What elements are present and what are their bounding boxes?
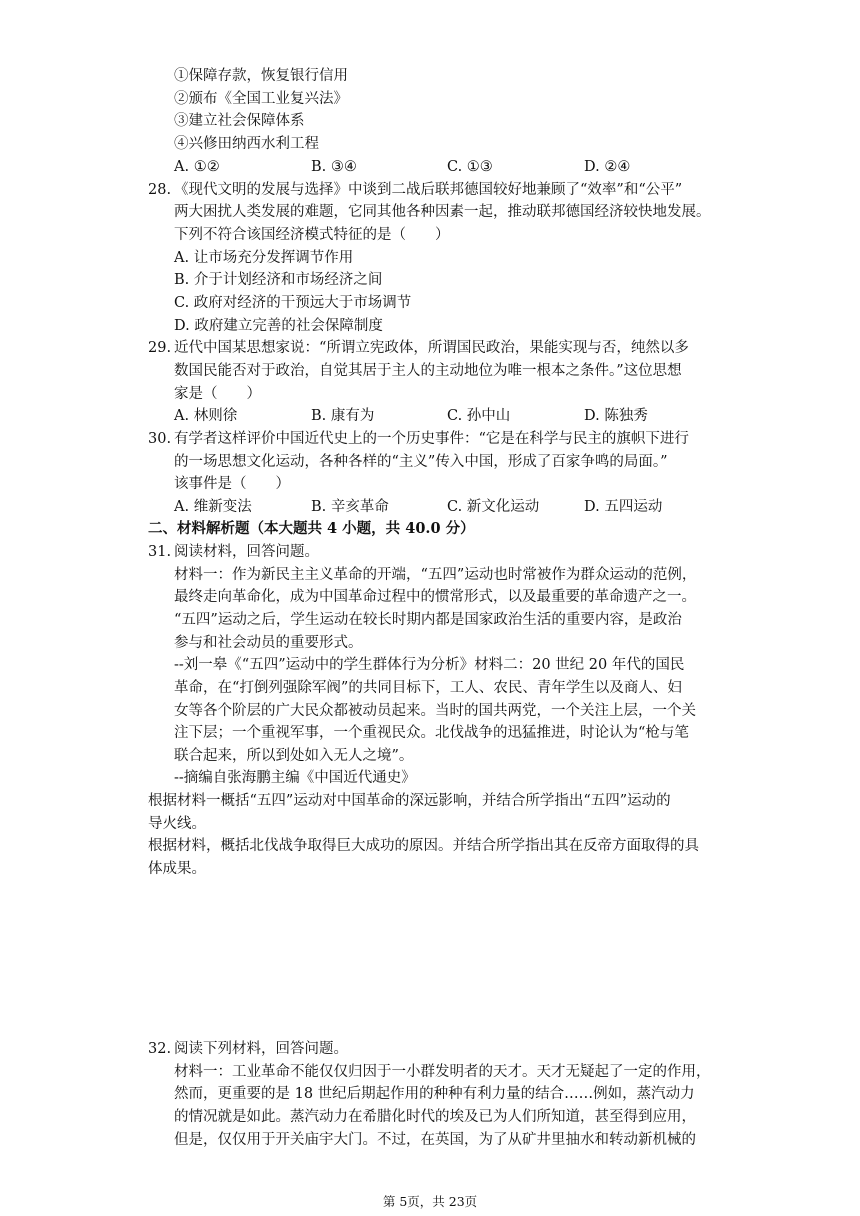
q32-number: 32. [148, 1041, 172, 1057]
q30-option-a: A. 维新变法 [174, 499, 252, 515]
q27-item-3: ③建立社会保障体系 [174, 113, 305, 129]
q30-number: 30. [148, 431, 172, 447]
q30-option-c: C. 新文化运动 [447, 499, 540, 515]
q27-item-2: ②颁布《全国工业复兴法》 [174, 91, 348, 107]
q29-number: 29. [148, 340, 172, 356]
q31-line-5: 参与和社会动员的重要形式。 [174, 635, 363, 651]
q32-line-5: 但是，仅仅用于开关庙宇大门。不过，在英国，为了从矿井里抽水和转动新机械的 [174, 1132, 696, 1148]
q31-line-9: 注下层；一个重视军事，一个重视民众。北伐战争的迅猛推进，时论认为“枪与笔 [174, 725, 689, 741]
q31-line-1: 阅读材料，回答问题。 [174, 544, 319, 560]
q28-stem-line-1: 《现代文明的发展与选择》中谈到二战后联邦德国较好地兼顾了“效率”和“公平” [174, 182, 683, 198]
q32-line-2: 材料一：工业革命不能仅仅归因于一小群发明者的天才。天才无疑起了一定的作用， [174, 1064, 711, 1080]
q31-line-10: 联合起来，所以到处如入无人之境”。 [174, 748, 414, 764]
q28-stem-line-3: 下列不符合该国经济模式特征的是（ ） [174, 227, 450, 243]
q30-stem-line-3: 该事件是（ ） [174, 476, 290, 492]
q27-option-d: D. ②④ [584, 159, 631, 175]
q30-stem-line-1: 有学者这样评价中国近代史上的一个历史事件：“它是在科学与民主的旗帜下进行 [174, 431, 689, 447]
q27-item-1: ①保障存款，恢复银行信用 [174, 68, 348, 84]
q31-question-2-line-1: 根据材料，概括北伐战争取得巨大成功的原因。并结合所学指出其在反帝方面取得的具 [148, 838, 699, 854]
q31-question-2-line-2: 体成果。 [148, 861, 206, 877]
q31-line-2: 材料一：作为新民主主义革命的开端，“五四”运动也时常被作为群众运动的范例， [174, 567, 697, 583]
q30-option-b: B. 辛亥革命 [311, 499, 389, 515]
section-heading: 二、材料解析题（本大题共 4 小题，共 40.0 分） [148, 520, 475, 537]
q30-stem-line-2: 的一场思想文化运动，各种各样的“主义”传入中国，形成了百家争鸣的局面。” [174, 454, 668, 470]
q30-option-d: D. 五四运动 [584, 499, 663, 515]
q27-option-c: C. ①③ [447, 159, 493, 175]
q31-line-3: 最终走向革命化，成为中国革命过程中的惯常形式，以及最重要的革命遗产之一。 [174, 589, 696, 605]
q27-item-4: ④兴修田纳西水利工程 [174, 136, 319, 152]
q29-option-a: A. 林则徐 [174, 408, 238, 424]
q27-option-a: A. ①② [174, 159, 220, 175]
q28-option-c: C. 政府对经济的干预远大于市场调节 [174, 295, 412, 311]
q29-option-d: D. 陈独秀 [584, 408, 648, 424]
q29-stem-line-2: 数国民能否对于政治，自觉其居于主人的主动地位为唯一根本之条件。”这位思想 [174, 363, 682, 379]
q28-option-d: D. 政府建立完善的社会保障制度 [174, 318, 383, 334]
q31-number: 31. [148, 544, 172, 560]
q29-option-c: C. 孙中山 [447, 408, 511, 424]
q28-option-b: B. 介于计划经济和市场经济之间 [174, 272, 383, 288]
q32-line-1: 阅读下列材料，回答问题。 [174, 1041, 348, 1057]
q31-question-1-line-1: 根据材料一概括“五四”运动对中国革命的深远影响，并结合所学指出“五四”运动的 [148, 793, 671, 809]
q29-stem-line-1: 近代中国某思想家说：“所谓立宪政体，所谓国民政治，果能实现与否，纯然以多 [174, 340, 689, 356]
q27-option-b: B. ③④ [311, 159, 357, 175]
q28-stem-line-2: 两大困扰人类发展的难题，它同其他各种因素一起，推动联邦德国经济较快地发展。 [174, 204, 711, 220]
q31-question-1-line-2: 导火线。 [148, 816, 206, 832]
q31-line-4: “五四”运动之后，学生运动在较长时期内都是国家政治生活的重要内容，是政治 [174, 612, 682, 628]
q28-option-a: A. 让市场充分发挥调节作用 [174, 250, 354, 266]
q32-line-3: 然而，更重要的是 18 世纪后期起作用的种种有利力量的结合……例如，蒸汽动力 [174, 1086, 695, 1102]
page-number-footer: 第 5页，共 23页 [382, 1194, 478, 1209]
q31-line-7: 革命，在“打倒列强除军阀”的共同目标下，工人、农民、青年学生以及商人、妇 [174, 680, 682, 696]
q31-line-6: --刘一皋《“五四”运动中的学生群体行为分析》材料二：20 世纪 20 年代的国民 [174, 657, 685, 673]
q28-number: 28. [148, 182, 172, 198]
q32-line-4: 的情况就是如此。蒸汽动力在希腊化时代的埃及已为人们所知道，甚至得到应用， [174, 1109, 696, 1125]
q29-option-b: B. 康有为 [311, 408, 375, 424]
q31-line-8: 女等各个阶层的广大民众都被动员起来。当时的国共两党，一个关注上层，一个关 [174, 703, 696, 719]
q29-stem-line-3: 家是（ ） [174, 386, 261, 402]
q31-line-11: --摘编自张海鹏主编《中国近代通史》 [174, 770, 416, 786]
